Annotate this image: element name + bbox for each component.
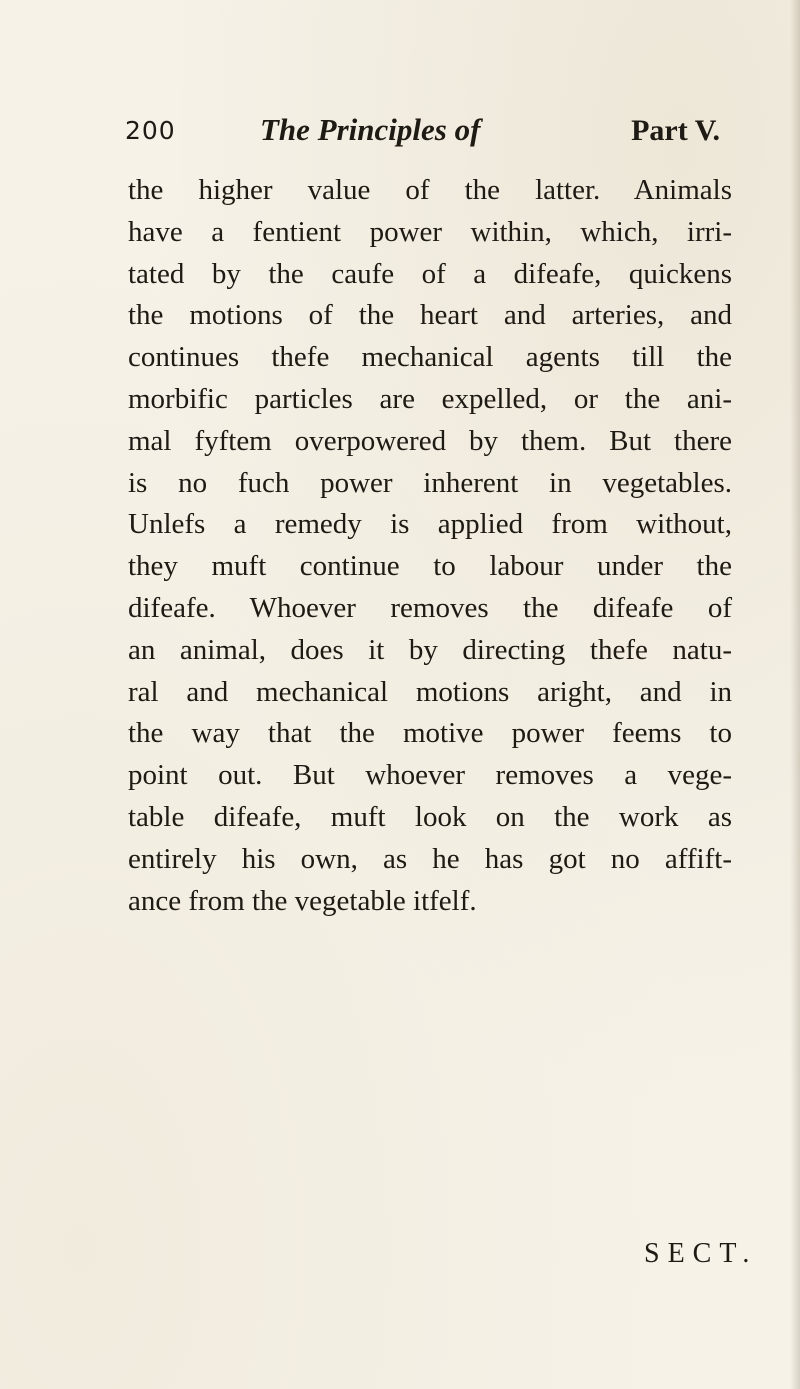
text-line: mal fyftem overpowered by them. But there: [128, 424, 732, 457]
body-text: [128, 170, 732, 922]
part-label: Part V.: [631, 114, 720, 147]
text-line: continues thefe mechanical agents till the: [128, 341, 732, 374]
text-line: is no fuch power inherent in vegetables.: [128, 466, 732, 499]
text-line: tated by the caufe of a difeafe, quickens: [128, 257, 732, 290]
page-number: 200: [125, 116, 176, 145]
text-line: they muft continue to labour under the: [128, 550, 732, 583]
text-line: morbific particles are expelled, or the ani-: [128, 382, 732, 415]
text-line: the higher value of the latter. Animals: [128, 174, 732, 206]
text-line: the way that the motive power feems to: [128, 717, 732, 750]
text-line: have a fentient power within, which, irri-: [128, 215, 732, 248]
text-line: an animal, does it by directing thefe natu-: [128, 633, 732, 666]
text-line-last: ance from the vegetable itfelf.: [128, 884, 477, 917]
page-edge-shadow: [790, 0, 800, 1389]
text-line: point out. But whoever removes a vege-: [128, 759, 732, 792]
running-title: The Principles of: [260, 112, 481, 147]
text-line: entirely his own, as he has got no affift-: [128, 842, 732, 875]
text-line: table difeafe, muft look on the work as: [128, 800, 732, 833]
text-line: the motions of the heart and arteries, and: [128, 299, 732, 332]
running-head: [125, 112, 720, 156]
text-line: ral and mechanical motions aright, and in: [128, 675, 732, 708]
text-line: Unlefs a remedy is applied from without,: [128, 508, 732, 541]
catchword: SECT.: [644, 1238, 758, 1269]
text-line: difeafe. Whoever removes the difeafe of: [128, 591, 732, 624]
